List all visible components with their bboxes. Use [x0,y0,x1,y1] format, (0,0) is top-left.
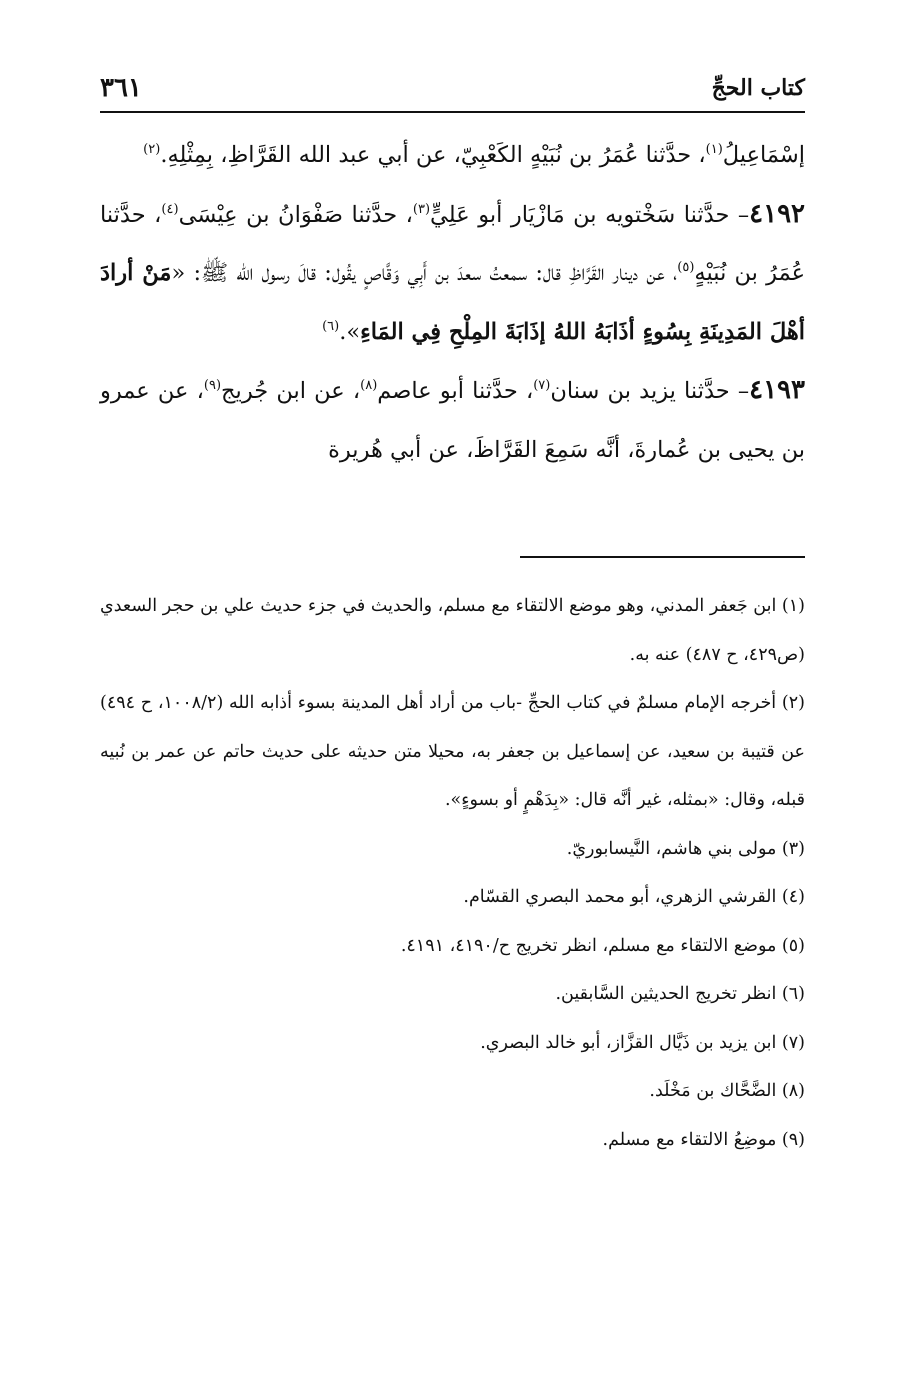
text-run: ، حدَّثنا عُمَرُ بن نُبَيْهٍ [100,201,805,286]
footnote-ref: (٧) [533,378,551,393]
footnote-ref: (٢) [143,142,161,157]
text-run: ، حدَّثنا عُمَرُ بن نُبَيْهٍ الكَعْبِيّ، عن أبي عبد الله القَرَّاظِ، بِمِثْلِهِ. [160,142,706,168]
text-run: – حدَّثنا يزيد بن سنان [550,378,750,404]
footnote: (٩) موضِعُ الالتقاء مع مسلم. [602,1129,805,1150]
footnote: (٣) مولى بني هاشم، النَّيسابوريّ. [566,838,805,859]
footnote: (٢) أخرجه الإمام مسلمٌ في كتاب الحجِّ -باب من أراد أهل المدينة بسوء أذابه الله (١٠٠٨/٢، ح ٤٩٤) عن قتيبة بن سعيد، عن إسماعيل بن جعفر به، محيلا متن حديثه على حديث حاتم عن عمر بن نُبيه قبله، وقال: «بمثله، غير أنَّه قال: «بِدَهْمٍ أو بسوءٍ». [100,693,805,810]
main-text [100,126,805,479]
text-run: إسْمَاعِيلُ [722,142,805,168]
prophetic-quote: مَنْ أرادَ أهْلَ المَدِينَةِ بِسُوءٍ أذَابَهُ اللهُ إذَابَةَ المِلْحِ فِي المَاءِ [100,260,805,345]
hadith-number: ٤١٩٢ [749,198,805,229]
text-run: ». [339,318,361,345]
page-number: ٣٦١ [100,73,142,103]
text-run: ، عن دينار القَرَّاظِ قال: سمعتُ سعدَ بن أَبِي وَقَّاصٍ يقُول: قالَ رسول الله ﷺ: « [171,260,678,286]
footnote: (١) ابن جَعفر المدني، وهو موضع الالتقاء مع مسلم، والحديث في جزء حديث علي بن حجر السعدي (ص٤٢٩، ح ٤٨٧) عنه به. [100,596,805,665]
footnotes [100,582,805,1164]
hadith-number: ٤١٩٣ [749,375,805,405]
footnote-ref: (٨) [360,378,378,393]
text-run: – حدَّثنا سَخْتويه بن مَازْيَار أبو عَلِيٍّ [430,201,750,228]
footnote-ref: (٦) [322,318,340,334]
text-run: ، حدَّثنا صَفْوَانُ بن عِيْسَى [178,201,413,228]
footnote-ref: (٩) [203,378,222,393]
footnote-ref: (٥) [677,260,695,275]
footnote-ref: (١) [705,142,723,157]
footnote: (٤) القرشي الزهري، أبو محمد البصري القسّام. [463,887,805,907]
text-run: ، عن ابن جُريج [221,378,361,404]
hadith-4192 [100,185,805,362]
footnote: (٥) موضع الالتقاء مع مسلم، انظر تخريج ح/٤١٩٠، ٤١٩١. [400,935,805,956]
footnote: (٦) انظر تخريج الحديثين السَّابقين. [555,984,805,1004]
chapter-title: كتاب الحجِّ [711,75,805,101]
paragraph-continuation [100,126,805,185]
footnote: (٨) الضَّحَّاك بن مَخْلَد. [649,1081,805,1101]
footnote-ref: (٤) [161,201,179,217]
footnote-divider [520,556,805,558]
page-header [100,70,805,106]
header-divider [100,111,805,113]
footnote: (٧) ابن يزيد بن ذَيَّال القزَّاز، أبو خالد البصري. [480,1032,805,1053]
text-run: ، حدَّثنا أبو عاصم [377,378,534,404]
footnote-ref: (٣) [412,201,431,217]
text-run: ، عن عمرو بن يحيى بن عُمارةَ، أنَّه سَمِعَ القَرَّاظَ، عن أبي هُريرة [100,378,805,463]
hadith-4193 [100,361,805,479]
